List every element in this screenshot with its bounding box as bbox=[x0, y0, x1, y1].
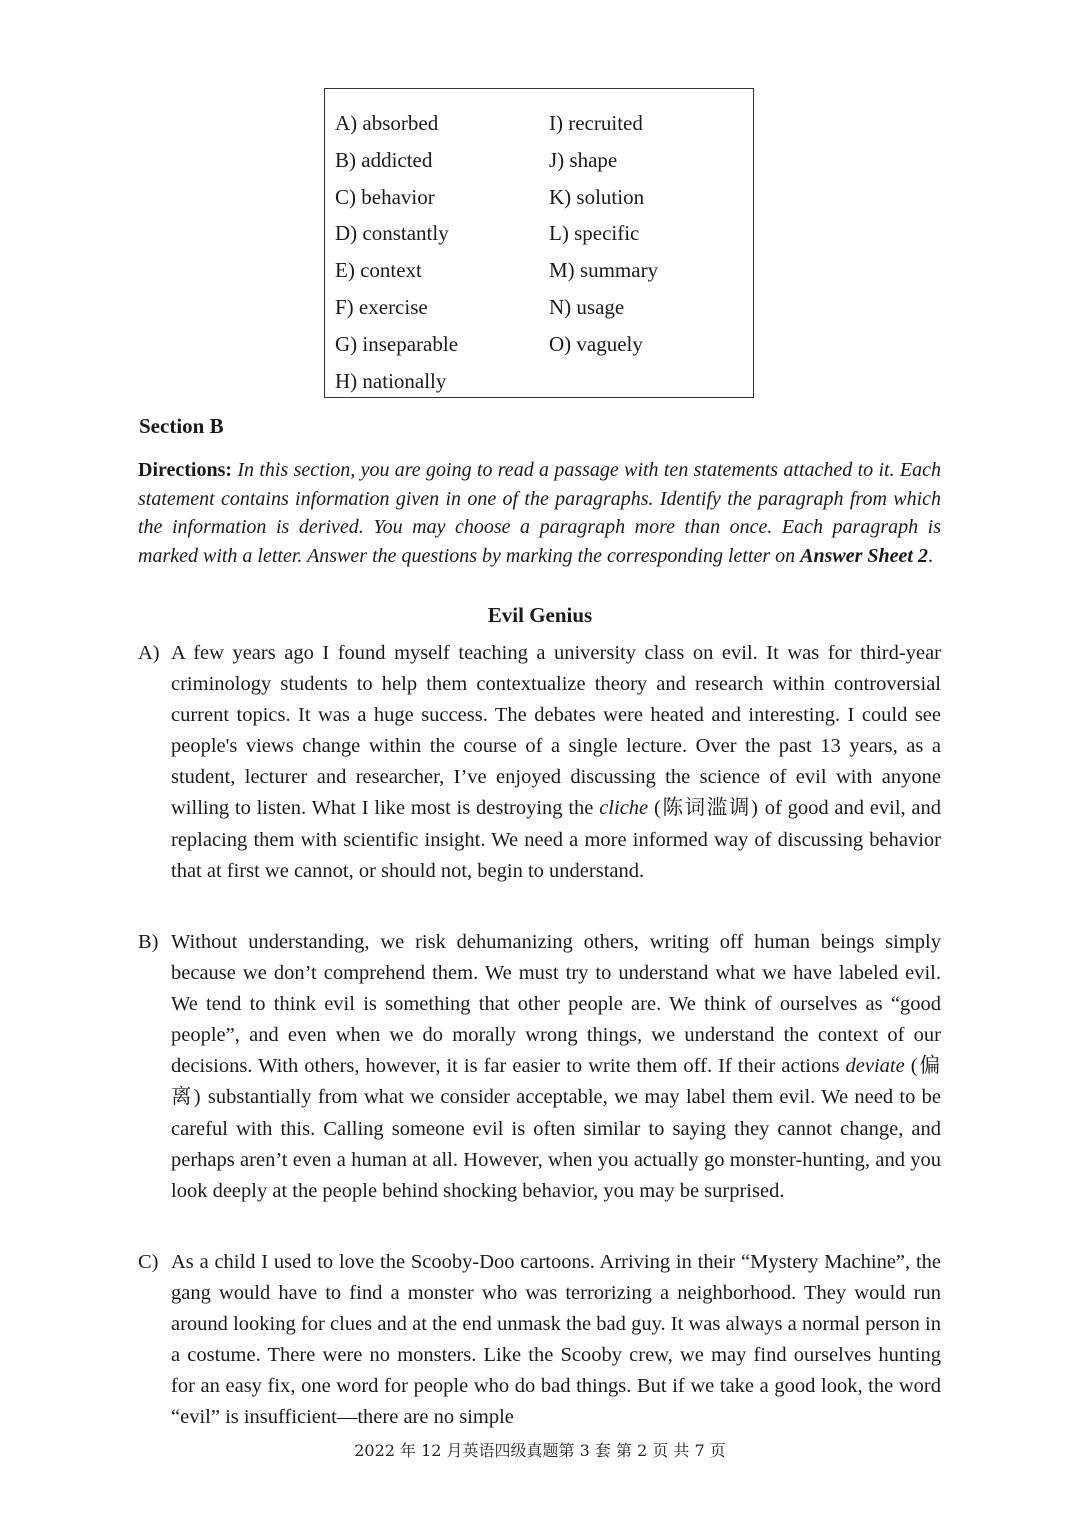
directions bbox=[138, 456, 941, 570]
word-option: I) recruited bbox=[549, 111, 643, 135]
paragraph-a bbox=[138, 638, 941, 887]
paragraph-letter: C) bbox=[138, 1251, 159, 1273]
directions-label: Directions: bbox=[138, 459, 233, 481]
paragraph-text: As a child I used to love the Scooby-Doo cartoons. Arriving in their “Mystery Machine”, the gang would have to find a monster who was terrorizing a neighborhood. They would run around looking for clues and at the end unmask the bad guy. It was always a normal person in a costume. There were no monsters. Like the Scooby crew, we may find ourselves hunting for an easy fix, one word for people who do bad things. But if we take a good look, the word “evil” is insufficient—there are no simple bbox=[171, 1251, 941, 1429]
word-option: G) inseparable bbox=[335, 331, 459, 356]
paragraph-body bbox=[171, 927, 941, 1207]
paragraph-body bbox=[171, 638, 941, 887]
paragraph-b bbox=[138, 927, 941, 1207]
chinese-gloss: (偏离) bbox=[171, 1055, 942, 1109]
directions-end: . bbox=[927, 544, 933, 567]
word-option: C) behavior bbox=[335, 184, 435, 209]
directions-text: In this section, you are going to read a passage with ten statements attached to it. Each statement contains information given in one of the paragraphs. Identify the paragraph from which the information is derived. You may choose a paragraph more than once. Each paragraph is marked with a letter. Answer the questions by marking the corresponding letter on bbox=[138, 459, 941, 567]
section-title: Section B bbox=[139, 414, 224, 438]
word-option: E) context bbox=[335, 258, 422, 283]
paragraph-letter: A) bbox=[138, 642, 160, 664]
word-option: D) constantly bbox=[335, 221, 449, 246]
word-option: A) absorbed bbox=[335, 111, 439, 135]
word-option: L) specific bbox=[549, 221, 640, 246]
paragraph-letter: B) bbox=[138, 931, 159, 953]
paragraph-c bbox=[138, 1247, 941, 1434]
word-option: O) vaguely bbox=[549, 331, 643, 356]
passage-title: Evil Genius bbox=[487, 603, 593, 627]
word-bank-box bbox=[324, 88, 754, 398]
answer-sheet-reference: Answer Sheet 2 bbox=[800, 544, 928, 567]
paragraph-text: A few years ago I found myself teaching a university class on evil. It was for third-year criminology students to help them contextualize theory and research within controversial current topics. It was a huge success. The debates were heated and interesting. I could see people's views change within the course of a single lecture. Over the past 13 years, as a student, lecturer and researcher, I’ve enjoyed discussing the science of evil with anyone willing to listen. What I like most is destroying the bbox=[171, 642, 941, 820]
glossed-term: deviate bbox=[845, 1055, 905, 1078]
word-option: N) usage bbox=[549, 294, 625, 319]
word-option: H) nationally bbox=[335, 368, 447, 393]
word-bank-right-column bbox=[549, 109, 658, 367]
word-option: M) summary bbox=[549, 258, 659, 283]
paragraph-text: of good and evil, and replacing them with scientific insight. We need a more informed way of discussing behavior that at first we cannot, or should not, begin to understand. bbox=[171, 797, 942, 882]
word-option: J) shape bbox=[549, 147, 618, 172]
word-bank-left-column bbox=[335, 109, 458, 403]
word-option: F) exercise bbox=[335, 294, 428, 319]
paragraph-body bbox=[171, 1247, 941, 1434]
paragraph-text: substantially from what we consider acceptable, we may label them evil. We need to be careful with this. Calling someone evil is often similar to saying they cannot change, and perhaps aren’t even a human at all. However, when you actually go monster-hunting, and you look deeply at the people behind shocking behavior, you may be surprised. bbox=[171, 1086, 942, 1202]
chinese-gloss: (陈词滥调) bbox=[653, 797, 759, 820]
paragraph-text: Without understanding, we risk dehumanizing others, writing off human beings simply because we don’t comprehend them. We must try to understand what we have labeled evil. We tend to think evil is something that other people are. We think of ourselves as “good people”, and even when we do morally wrong things, we understand the context of our decisions. With others, however, it is far easier to write them off. If their actions bbox=[171, 931, 941, 1078]
word-option: B) addicted bbox=[335, 147, 433, 172]
page-footer: 2022 年 12 月英语四级真题第 3 套 第 2 页 共 7 页 bbox=[354, 1441, 726, 1460]
word-option: K) solution bbox=[549, 184, 645, 209]
glossed-term: cliche bbox=[599, 797, 649, 820]
